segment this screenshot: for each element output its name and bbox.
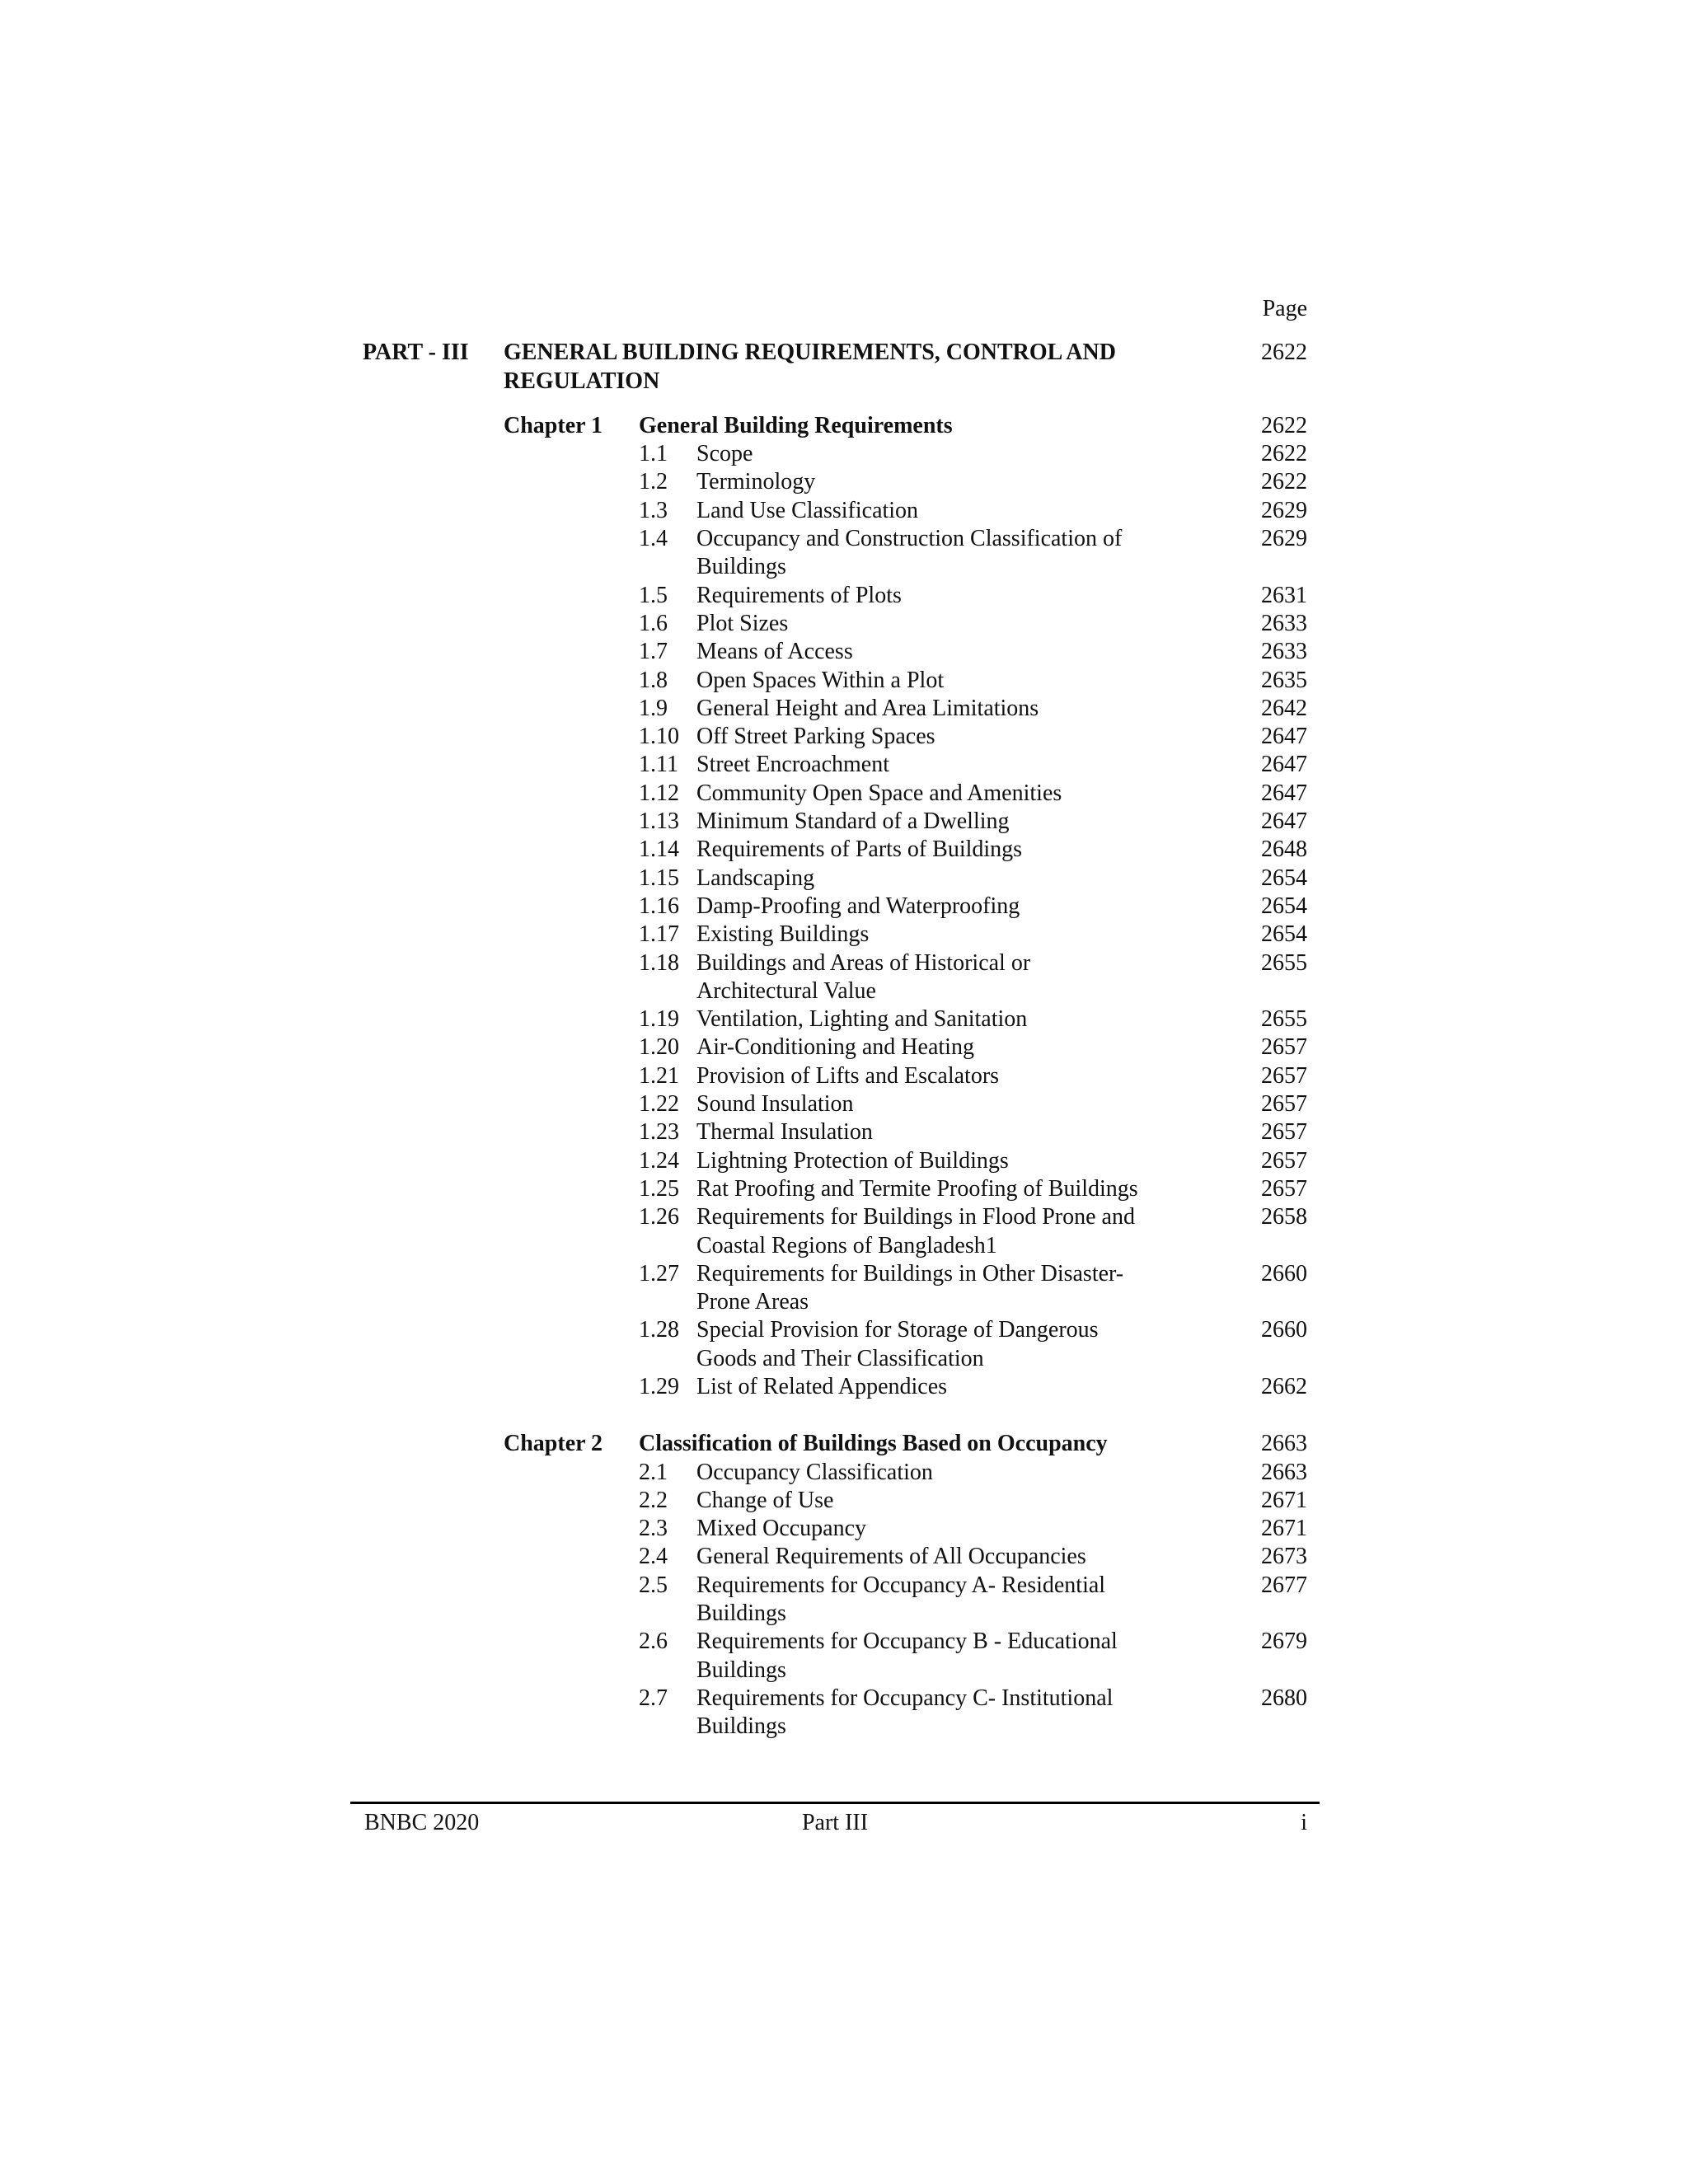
toc-entry (363, 1685, 1307, 1741)
toc-entry (363, 638, 1307, 666)
footer-divider (350, 1802, 1320, 1804)
section-number: 1.17 (639, 921, 679, 948)
section-title-line: Provision of Lifts and Escalators (696, 1062, 1000, 1089)
page-number: 2642 (1261, 695, 1307, 721)
page-number: 2629 (1261, 497, 1307, 523)
toc-entry (363, 1062, 1307, 1090)
toc-entry (363, 1459, 1307, 1487)
toc-entry (363, 893, 1307, 921)
section-number: 2.5 (639, 1572, 668, 1598)
page-number: 2654 (1261, 893, 1307, 919)
section-title-line: General Requirements of All Occupancies (696, 1544, 1086, 1570)
section-title (696, 893, 1225, 921)
page-number: 2635 (1261, 667, 1307, 693)
section-title (696, 1373, 1225, 1401)
section-number: 1.18 (639, 949, 679, 976)
section-number: 1.23 (639, 1119, 679, 1146)
section-number: 1.19 (639, 1006, 679, 1033)
section-title (696, 1062, 1225, 1090)
section-title-line: Terminology (696, 469, 816, 495)
page-number: 2660 (1261, 1260, 1307, 1286)
page-number: 2631 (1261, 582, 1307, 608)
toc-entry (363, 1543, 1307, 1571)
section-number: 1.4 (639, 526, 668, 552)
section-title-line: Architectural Value (696, 977, 876, 1004)
page-number: 2647 (1261, 752, 1307, 778)
chapter-label: Chapter 1 (504, 412, 603, 438)
page-number: 2622 (1261, 412, 1307, 438)
toc-entry (363, 525, 1307, 582)
section-number: 2.6 (639, 1629, 668, 1655)
toc-entry (363, 808, 1307, 836)
toc-entry (363, 1033, 1307, 1062)
footer-page-number: i (1301, 1810, 1307, 1835)
section-title-line: Special Provision for Storage of Dangerous (696, 1317, 1099, 1343)
section-title (696, 921, 1225, 949)
section-title (696, 695, 1225, 723)
toc-entry (363, 1203, 1307, 1260)
section-number: 1.5 (639, 582, 668, 608)
section-number: 1.29 (639, 1373, 679, 1399)
section-number: 1.12 (639, 780, 679, 806)
section-title-line: Goods and Their Classification (696, 1345, 984, 1371)
page-column-header: Page (1262, 296, 1307, 321)
section-title-line: Existing Buildings (696, 921, 870, 948)
section-title (696, 525, 1225, 582)
toc-entry (363, 1260, 1307, 1317)
section-number: 1.7 (639, 639, 668, 665)
section-number: 1.11 (639, 752, 678, 778)
footer-document-name: BNBC 2020 (364, 1810, 480, 1835)
section-title (696, 638, 1225, 666)
page-number: 2660 (1261, 1317, 1307, 1343)
section-title-line: Open Spaces Within a Plot (696, 667, 945, 693)
toc-entry (363, 1487, 1307, 1515)
section-number: 1.14 (639, 837, 679, 863)
chapter-title: General Building Requirements (639, 412, 953, 438)
section-title (696, 1033, 1225, 1062)
page-number: 2647 (1261, 780, 1307, 806)
section-number: 1.21 (639, 1062, 679, 1089)
section-title-line: General Height and Area Limitations (696, 695, 1039, 721)
page-number: 2657 (1261, 1034, 1307, 1061)
section-title-line: Requirements for Buildings in Flood Prone and (696, 1204, 1135, 1230)
section-title-line: Requirements for Occupancy A- Residential (696, 1572, 1106, 1598)
section-title-line: Landscaping (696, 865, 815, 891)
section-number: 1.16 (639, 893, 679, 919)
section-title-line: Air-Conditioning and Heating (696, 1034, 974, 1061)
section-title-line: Buildings and Areas of Historical or (696, 949, 1031, 976)
section-title-line: Requirements for Occupancy C- Institutional (696, 1685, 1114, 1711)
toc-entry (363, 1090, 1307, 1118)
page-number: 2673 (1261, 1544, 1307, 1570)
section-title-line: Plot Sizes (696, 610, 789, 636)
section-title-line: Coastal Regions of Bangladesh1 (696, 1232, 997, 1258)
section-number: 2.1 (639, 1459, 668, 1485)
section-title (696, 949, 1225, 1006)
section-number: 1.26 (639, 1204, 679, 1230)
section-title (696, 836, 1225, 864)
page-number: 2680 (1261, 1685, 1307, 1711)
page-number: 2657 (1261, 1062, 1307, 1089)
section-title-line: Requirements for Buildings in Other Disaster- (696, 1260, 1124, 1286)
page-number: 2671 (1261, 1516, 1307, 1542)
footer-part-name: Part III (801, 1810, 869, 1835)
toc-entry (363, 1175, 1307, 1203)
section-title-line: Requirements of Parts of Buildings (696, 837, 1023, 863)
section-title-line: Rat Proofing and Termite Proofing of Buildings (696, 1175, 1138, 1202)
section-number: 1.1 (639, 441, 668, 467)
page-number: 2663 (1261, 1459, 1307, 1485)
section-number: 1.8 (639, 667, 668, 693)
part-label: PART - III (363, 340, 469, 366)
section-title (696, 1090, 1225, 1118)
section-title-line: Buildings (696, 1713, 786, 1740)
section-title-line: Street Encroachment (696, 752, 890, 778)
page-number: 2629 (1261, 526, 1307, 552)
page-number: 2647 (1261, 724, 1307, 750)
section-number: 1.22 (639, 1091, 679, 1118)
toc-entry (363, 695, 1307, 723)
page-number: 2657 (1261, 1091, 1307, 1118)
section-title-line: Requirements of Plots (696, 582, 902, 608)
section-title (696, 1203, 1225, 1260)
section-title (696, 1459, 1225, 1487)
page-number: 2654 (1261, 865, 1307, 891)
section-title (696, 865, 1225, 893)
section-title (696, 1005, 1225, 1033)
section-title (696, 468, 1225, 496)
page-number: 2679 (1261, 1629, 1307, 1655)
page-number: 2657 (1261, 1175, 1307, 1202)
page-number: 2662 (1261, 1373, 1307, 1399)
toc-entry (363, 751, 1307, 779)
section-title-line: Ventilation, Lighting and Sanitation (696, 1006, 1028, 1033)
section-title (696, 808, 1225, 836)
page-number: 2663 (1261, 1431, 1307, 1457)
toc-entry (363, 1147, 1307, 1175)
section-title-line: Requirements for Occupancy B - Educational (696, 1629, 1118, 1655)
section-title-line: Occupancy and Construction Classification of (696, 526, 1123, 552)
chapter-heading (363, 1430, 1307, 1458)
toc-entry (363, 1005, 1307, 1033)
section-title (696, 751, 1225, 779)
section-title-line: Means of Access (696, 639, 853, 665)
page-number: 2622 (1261, 441, 1307, 467)
toc-entry (363, 949, 1307, 1006)
section-title (696, 440, 1225, 468)
section-title (696, 1147, 1225, 1175)
section-title-line: Mixed Occupancy (696, 1516, 867, 1542)
section-title (696, 610, 1225, 638)
toc-entry (363, 468, 1307, 496)
page-number: 2655 (1261, 1006, 1307, 1033)
section-number: 1.2 (639, 469, 668, 495)
chapter-label: Chapter 2 (504, 1431, 603, 1457)
toc-entry (363, 723, 1307, 751)
section-title (696, 1515, 1225, 1543)
section-title-line: List of Related Appendices (696, 1373, 948, 1399)
toc-entry (363, 1515, 1307, 1543)
section-title (696, 667, 1225, 695)
page-number: 2671 (1261, 1487, 1307, 1513)
page-number: 2648 (1261, 837, 1307, 863)
section-title-line: Land Use Classification (696, 497, 919, 523)
page-number: 2633 (1261, 639, 1307, 665)
section-number: 1.3 (639, 497, 668, 523)
toc-entry (363, 921, 1307, 949)
section-title (696, 780, 1225, 808)
section-number: 2.3 (639, 1516, 668, 1542)
section-title (696, 1316, 1225, 1373)
page-number: 2658 (1261, 1204, 1307, 1230)
toc-entry (363, 1572, 1307, 1629)
section-title (696, 1572, 1225, 1629)
section-title-line: Off Street Parking Spaces (696, 724, 935, 750)
toc-entry (363, 497, 1307, 525)
section-title-line: Minimum Standard of a Dwelling (696, 808, 1010, 835)
section-number: 1.15 (639, 865, 679, 891)
chapter-heading (363, 412, 1307, 440)
section-title (696, 723, 1225, 751)
page-number: 2633 (1261, 610, 1307, 636)
toc-entry (363, 1628, 1307, 1685)
section-number: 1.20 (639, 1034, 679, 1061)
chapter-list (363, 412, 1307, 1741)
section-title (696, 497, 1225, 525)
section-title (696, 1628, 1225, 1685)
page-number: 2654 (1261, 921, 1307, 948)
section-title (696, 1260, 1225, 1317)
section-title (696, 1685, 1225, 1741)
toc-entry (363, 1373, 1307, 1401)
toc-entry (363, 1118, 1307, 1146)
section-title-line: Buildings (696, 1601, 786, 1627)
section-title (696, 1175, 1225, 1203)
section-number: 1.10 (639, 724, 679, 750)
part-heading (363, 339, 1307, 396)
section-number: 2.4 (639, 1544, 668, 1570)
toc-entry (363, 836, 1307, 864)
section-title-line: Change of Use (696, 1487, 834, 1513)
page-number: 2655 (1261, 949, 1307, 976)
section-title-line: Damp-Proofing and Waterproofing (696, 893, 1020, 919)
page-number: 2657 (1261, 1147, 1307, 1174)
page-number: 2657 (1261, 1119, 1307, 1146)
section-title-line: Prone Areas (696, 1289, 809, 1315)
section-title-line: Sound Insulation (696, 1091, 854, 1118)
toc-entry (363, 1316, 1307, 1373)
section-title (696, 582, 1225, 610)
chapter-title: Classification of Buildings Based on Occupancy (639, 1431, 1108, 1457)
section-number: 1.25 (639, 1175, 679, 1202)
part-title-line: REGULATION (504, 368, 660, 394)
part-title-line: GENERAL BUILDING REQUIREMENTS, CONTROL AND (504, 340, 1116, 366)
page-number: 2677 (1261, 1572, 1307, 1598)
section-number: 2.2 (639, 1487, 668, 1513)
section-number: 1.24 (639, 1147, 679, 1174)
section-number: 1.9 (639, 695, 668, 721)
section-title-line: Buildings (696, 1657, 786, 1683)
section-title (696, 1543, 1225, 1571)
section-title-line: Community Open Space and Amenities (696, 780, 1062, 806)
section-number: 1.13 (639, 808, 679, 835)
toc-entry (363, 780, 1307, 808)
toc-entry (363, 440, 1307, 468)
section-title-line: Occupancy Classification (696, 1459, 933, 1485)
section-title (696, 1118, 1225, 1146)
toc-entry (363, 610, 1307, 638)
section-number: 1.28 (639, 1317, 679, 1343)
section-title-line: Thermal Insulation (696, 1119, 873, 1146)
toc-entry (363, 865, 1307, 893)
page-number: 2647 (1261, 808, 1307, 835)
section-number: 1.27 (639, 1260, 679, 1286)
section-number: 1.6 (639, 610, 668, 636)
section-title (696, 1487, 1225, 1515)
section-title-line: Scope (696, 441, 753, 467)
section-number: 2.7 (639, 1685, 668, 1711)
part-title (504, 339, 1225, 396)
toc-entry (363, 667, 1307, 695)
section-title-line: Buildings (696, 554, 786, 580)
page-number: 2622 (1261, 340, 1307, 366)
section-title-line: Lightning Protection of Buildings (696, 1147, 1009, 1174)
toc-entry (363, 582, 1307, 610)
table-of-contents (363, 295, 1307, 1741)
page-number: 2622 (1261, 469, 1307, 495)
